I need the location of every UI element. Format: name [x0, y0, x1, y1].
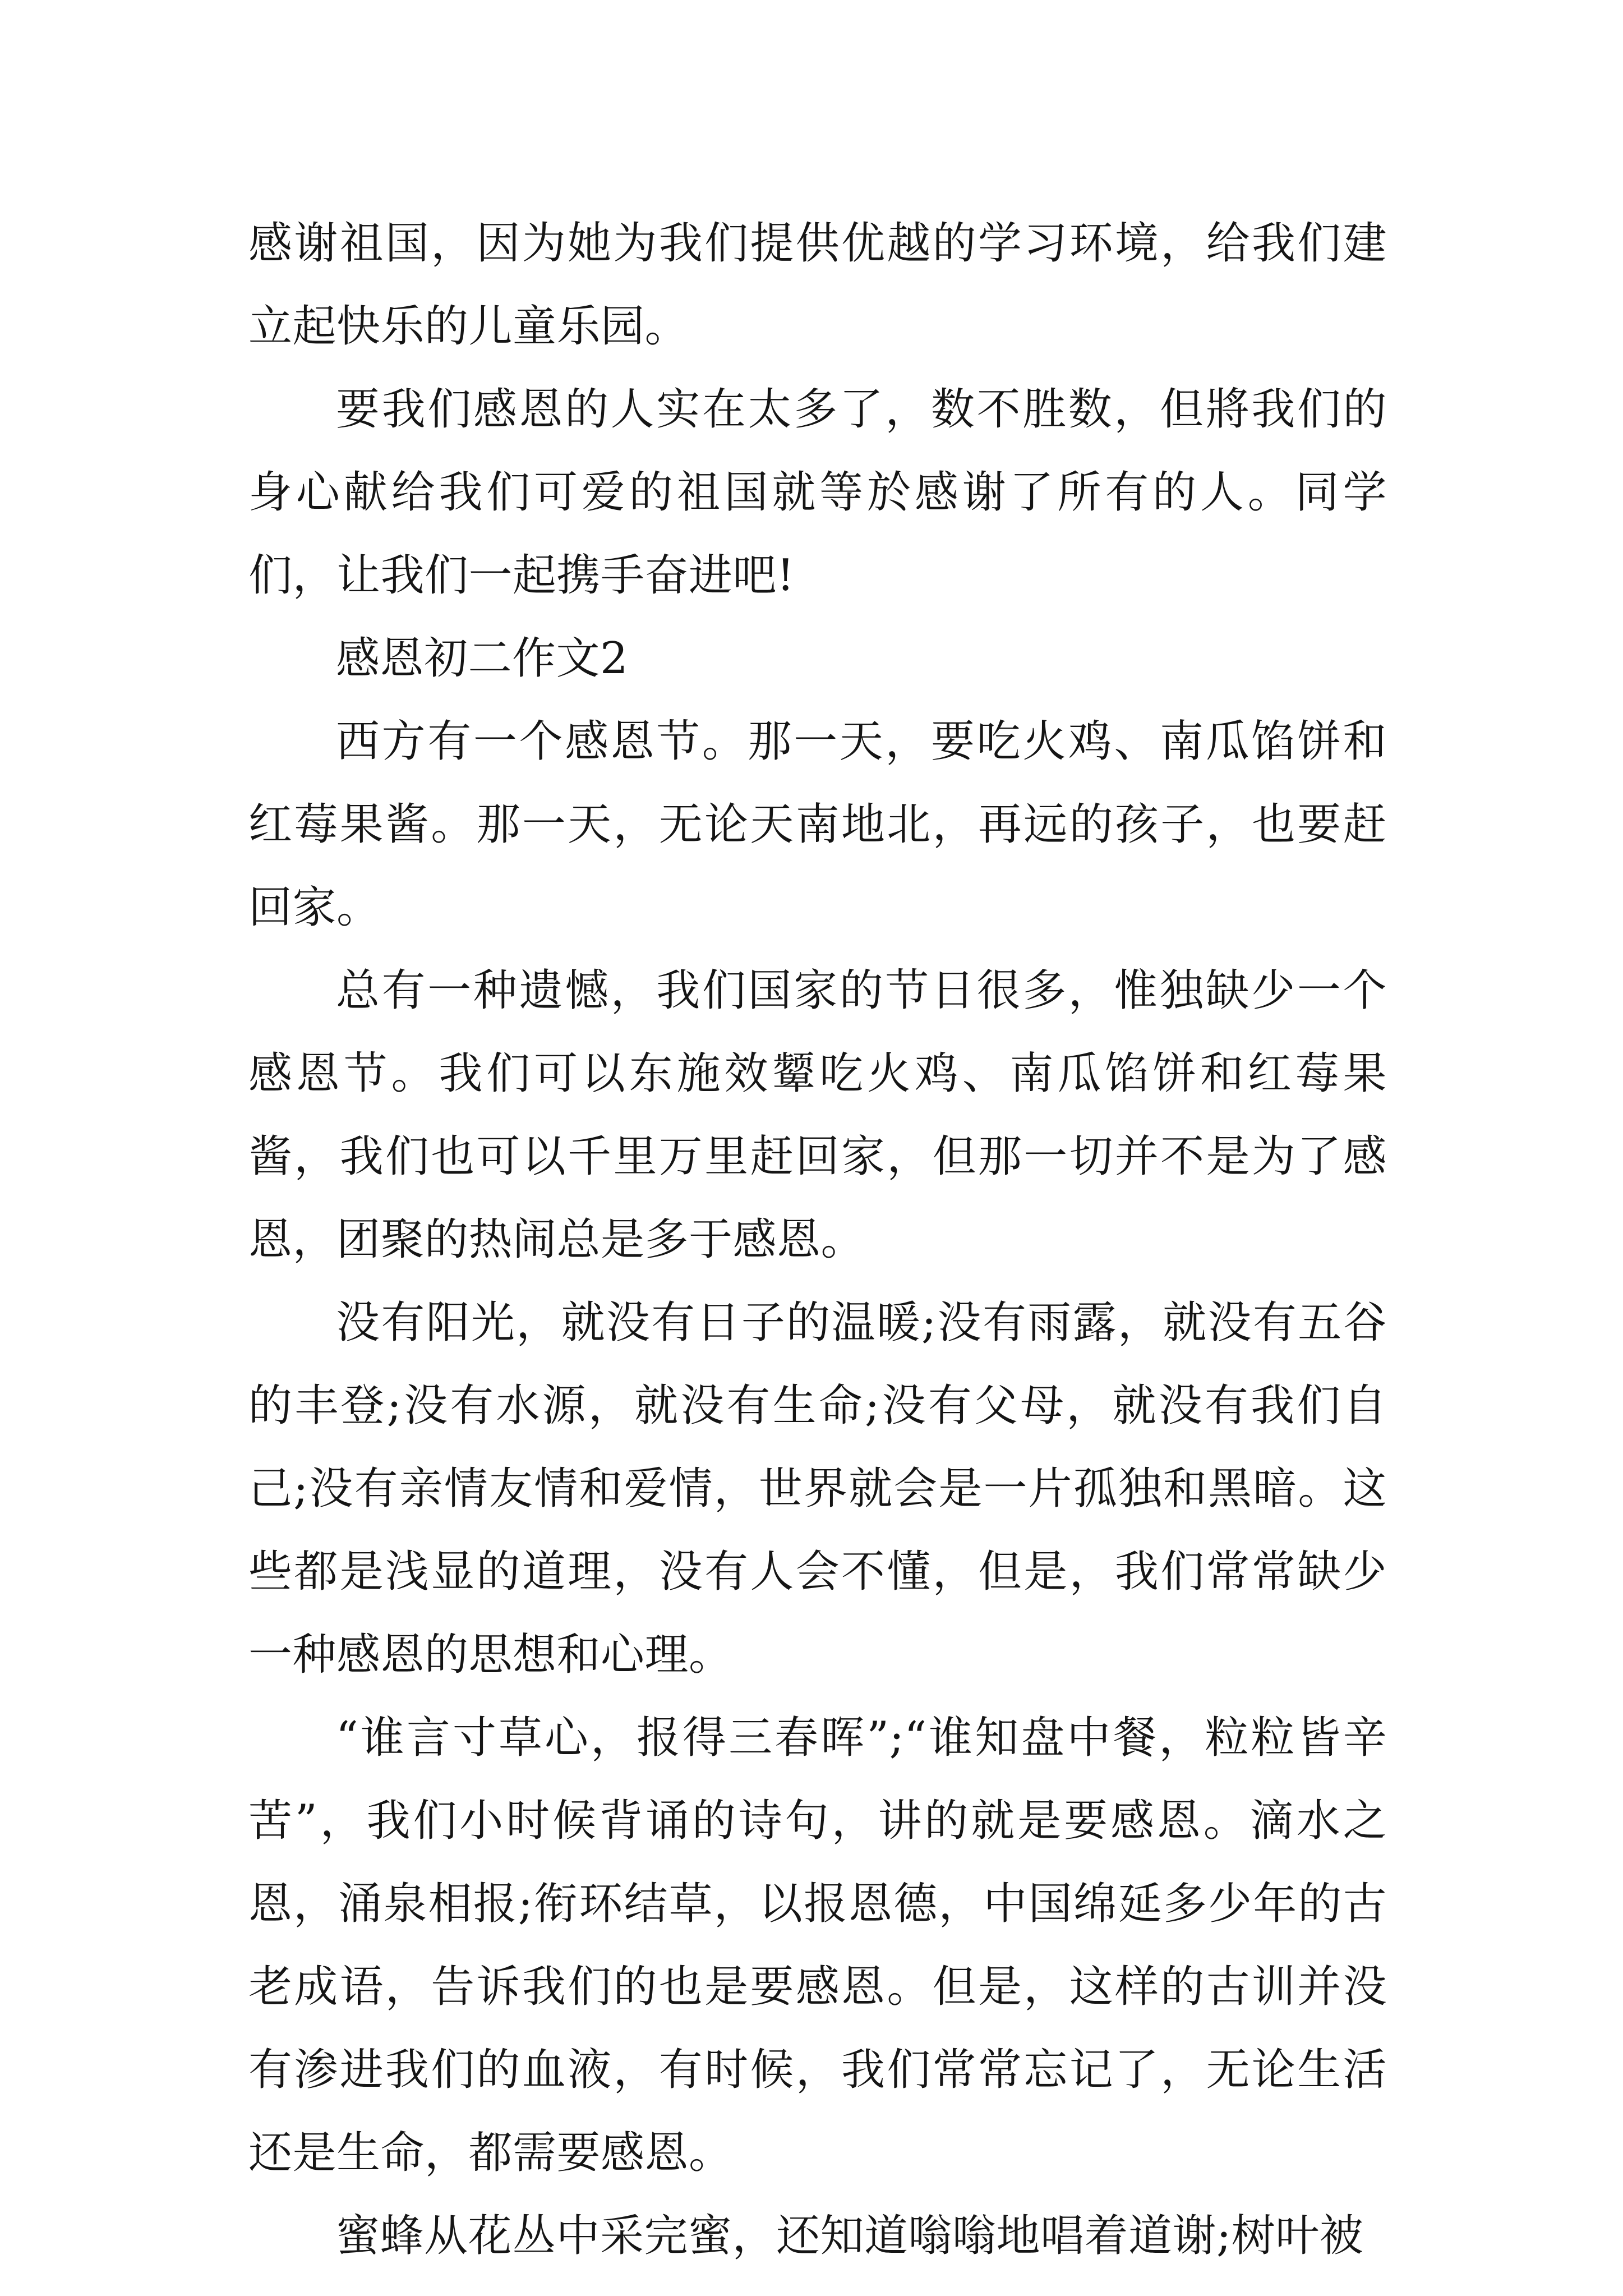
paragraph-1: 感谢祖国，因为她为我们提供优越的学习环境，给我们建立起快乐的儿童乐园。: [248, 218, 1387, 352]
paragraph-3: 西方有一个感恩节。那一天，要吃火鸡、南瓜馅饼和红莓果酱。那一天，无论天南地北，再远的孩子，也要赶回家。: [248, 716, 1387, 933]
paragraph-4: 总有一种遗憾，我们国家的节日很多，惟独缺少一个感恩节。我们可以东施效颦吃火鸡、南瓜馅饼和红莓果酱，我们也可以千里万里赶回家，但那一切并不是为了感恩，团聚的热闹总是多于感恩。: [248, 965, 1387, 1265]
paragraph-5: 没有阳光，就没有日子的温暖;没有雨露，就没有五谷的丰登;没有水源，就没有生命;没有父母，就没有我们自己;没有亲情友情和爱情，世界就会是一片孤独和黑暗。这些都是浅显的道理，没有人会不懂，但是，我们常常缺少一种感恩的思想和心理。: [248, 1297, 1387, 1680]
section-heading: 感恩初二作文2: [336, 633, 629, 684]
paragraph-7: 蜜蜂从花丛中采完蜜，还知道嗡嗡地唱着道谢;树叶被: [336, 2211, 1364, 2261]
paragraph-6: “谁言寸草心，报得三春晖”;“谁知盘中餐，粒粒皆辛苦”，我们小时候背诵的诗句，讲的就是要感恩。滴水之恩，涌泉相报;衔环结草，以报恩德，中国绵延多少年的古老成语，告诉我们的也是要感恩。但是，这样的古训并没有渗进我们的血液，有时候，我们常常忘记了，无论生活还是生命，都需要感恩。: [248, 1713, 1387, 2178]
paragraph-2: 要我们感恩的人实在太多了，数不胜数，但將我们的身心献给我们可爱的祖国就等於感谢了所有的人。同学们，让我们一起携手奋进吧!: [248, 384, 1387, 601]
document-body: [248, 202, 1387, 2277]
